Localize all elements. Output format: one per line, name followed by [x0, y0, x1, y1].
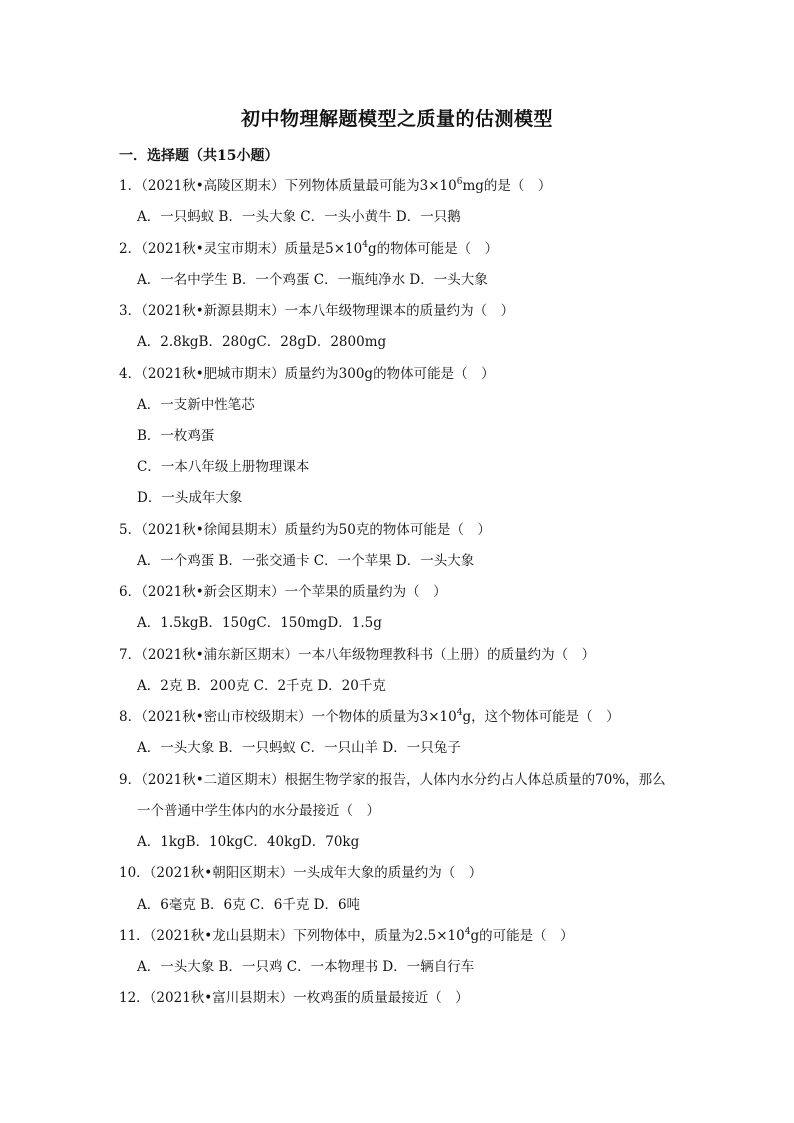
option-line: [137, 333, 386, 351]
option-line: [137, 552, 474, 570]
question-line: [119, 365, 495, 383]
line-text: A．一个鸡蛋 B．一张交通卡 C．一个苹果 D．一头大象: [137, 553, 475, 569]
line-text: A．2克 B．200克 C．2千克 D．20千克: [137, 678, 386, 694]
line-text: B．一枚鸡蛋: [137, 428, 215, 444]
line-text: 10．（2021秋•朝阳区期末）一头成年大象的质量约为（ ）: [119, 865, 483, 881]
exponent: 6: [456, 176, 463, 187]
line-text: 一个普通中学生体内的水分最接近（ ）: [137, 803, 380, 819]
question-line: [119, 989, 469, 1007]
question-line: [119, 708, 620, 726]
line-text: A．一只蚂蚁 B．一头大象 C．一头小黄牛 D．一只鹅: [137, 209, 461, 225]
line-text: D．一头成年大象: [137, 490, 243, 506]
option-line: [137, 271, 488, 289]
question-line: [119, 864, 482, 882]
option-line: [137, 739, 461, 757]
line-text: 4．（2021秋•肥城市期末）质量约为300g的物体可能是（ ）: [119, 366, 495, 382]
line-text: 8．（2021秋•密山市校级期末）一个物体的质量为3×10: [119, 709, 457, 725]
question-line: [119, 521, 491, 539]
line-text: A．2.8kgB．280gC．28gD．2800mg: [137, 334, 387, 350]
line-text: A．1kgB．10kgC．40kgD．70kg: [137, 834, 360, 850]
option-line: [137, 458, 309, 476]
exponent: 4: [464, 926, 471, 937]
option-line: [137, 427, 214, 445]
line-text: A．一头大象 B．一只鸡 C．一本物理书 D．一辆自行车: [137, 959, 475, 975]
line-text: 7．（2021秋•浦东新区期末）一本八年级物理教科书（上册）的质量约为（ ）: [119, 647, 596, 663]
question-line: [119, 927, 574, 945]
line-text: 5．（2021秋•徐闻县期末）质量约为50克的物体可能是（ ）: [119, 522, 491, 538]
page-title: 初中物理解题模型之质量的估测模型: [240, 108, 553, 130]
option-line: [137, 958, 474, 976]
line-text-after: g的可能是（ ）: [470, 928, 574, 944]
option-line: [137, 208, 461, 226]
line-text: 11．（2021秋•龙山县期末）下列物体中，质量为2.5×10: [119, 928, 465, 944]
line-text: A．一支新中性笔芯: [137, 397, 255, 413]
option-line: [137, 896, 360, 914]
question-line: [119, 771, 666, 789]
option-line: [137, 833, 359, 851]
line-text: 1．（2021秋•高陵区期末）下列物体质量最可能为3×10: [119, 178, 457, 194]
question-line: [119, 583, 447, 601]
option-line: [137, 396, 255, 414]
option-line: [137, 677, 386, 695]
option-line: [137, 489, 242, 507]
line-text: A．6毫克 B．6克 C．6千克 D．6吨: [137, 897, 361, 913]
line-text-after: mg的是（ ）: [462, 178, 552, 194]
option-line: [137, 802, 380, 820]
option-line: [137, 614, 382, 632]
question-line: [119, 302, 514, 320]
line-text: A．一头大象 B．一只蚂蚁 C．一只山羊 D．一只兔子: [137, 740, 461, 756]
section-heading: 一．选择题（共15小题）: [119, 148, 279, 164]
exponent: 4: [362, 239, 368, 250]
line-text: 3．（2021秋•新源县期末）一本八年级物理课本的质量约为（ ）: [119, 303, 515, 319]
line-text: 12．（2021秋•富川县期末）一枚鸡蛋的质量最接近（ ）: [119, 990, 469, 1006]
line-text: 2．（2021秋•灵宝市期末）质量是5×10: [119, 241, 363, 257]
line-text: 6．（2021秋•新会区期末）一个苹果的质量约为（ ）: [119, 584, 447, 600]
exponent: 4: [456, 707, 463, 718]
line-text-after: g，这个物体可能是（ ）: [462, 709, 620, 725]
question-line: [119, 646, 595, 664]
line-text: A．一名中学生 B．一个鸡蛋 C．一瓶纯净水 D．一头大象: [137, 272, 488, 288]
line-text: A．1.5kgB．150gC．150mgD．1.5g: [137, 615, 382, 631]
line-text: 9．（2021秋•二道区期末）根据生物学家的报告，人体内水分约占人体总质量的70%，那么: [119, 772, 666, 788]
line-text-after: g的物体可能是（ ）: [367, 241, 499, 257]
question-line: [119, 240, 498, 258]
question-line: [119, 177, 551, 195]
line-text: C．一本八年级上册物理课本: [137, 459, 310, 475]
